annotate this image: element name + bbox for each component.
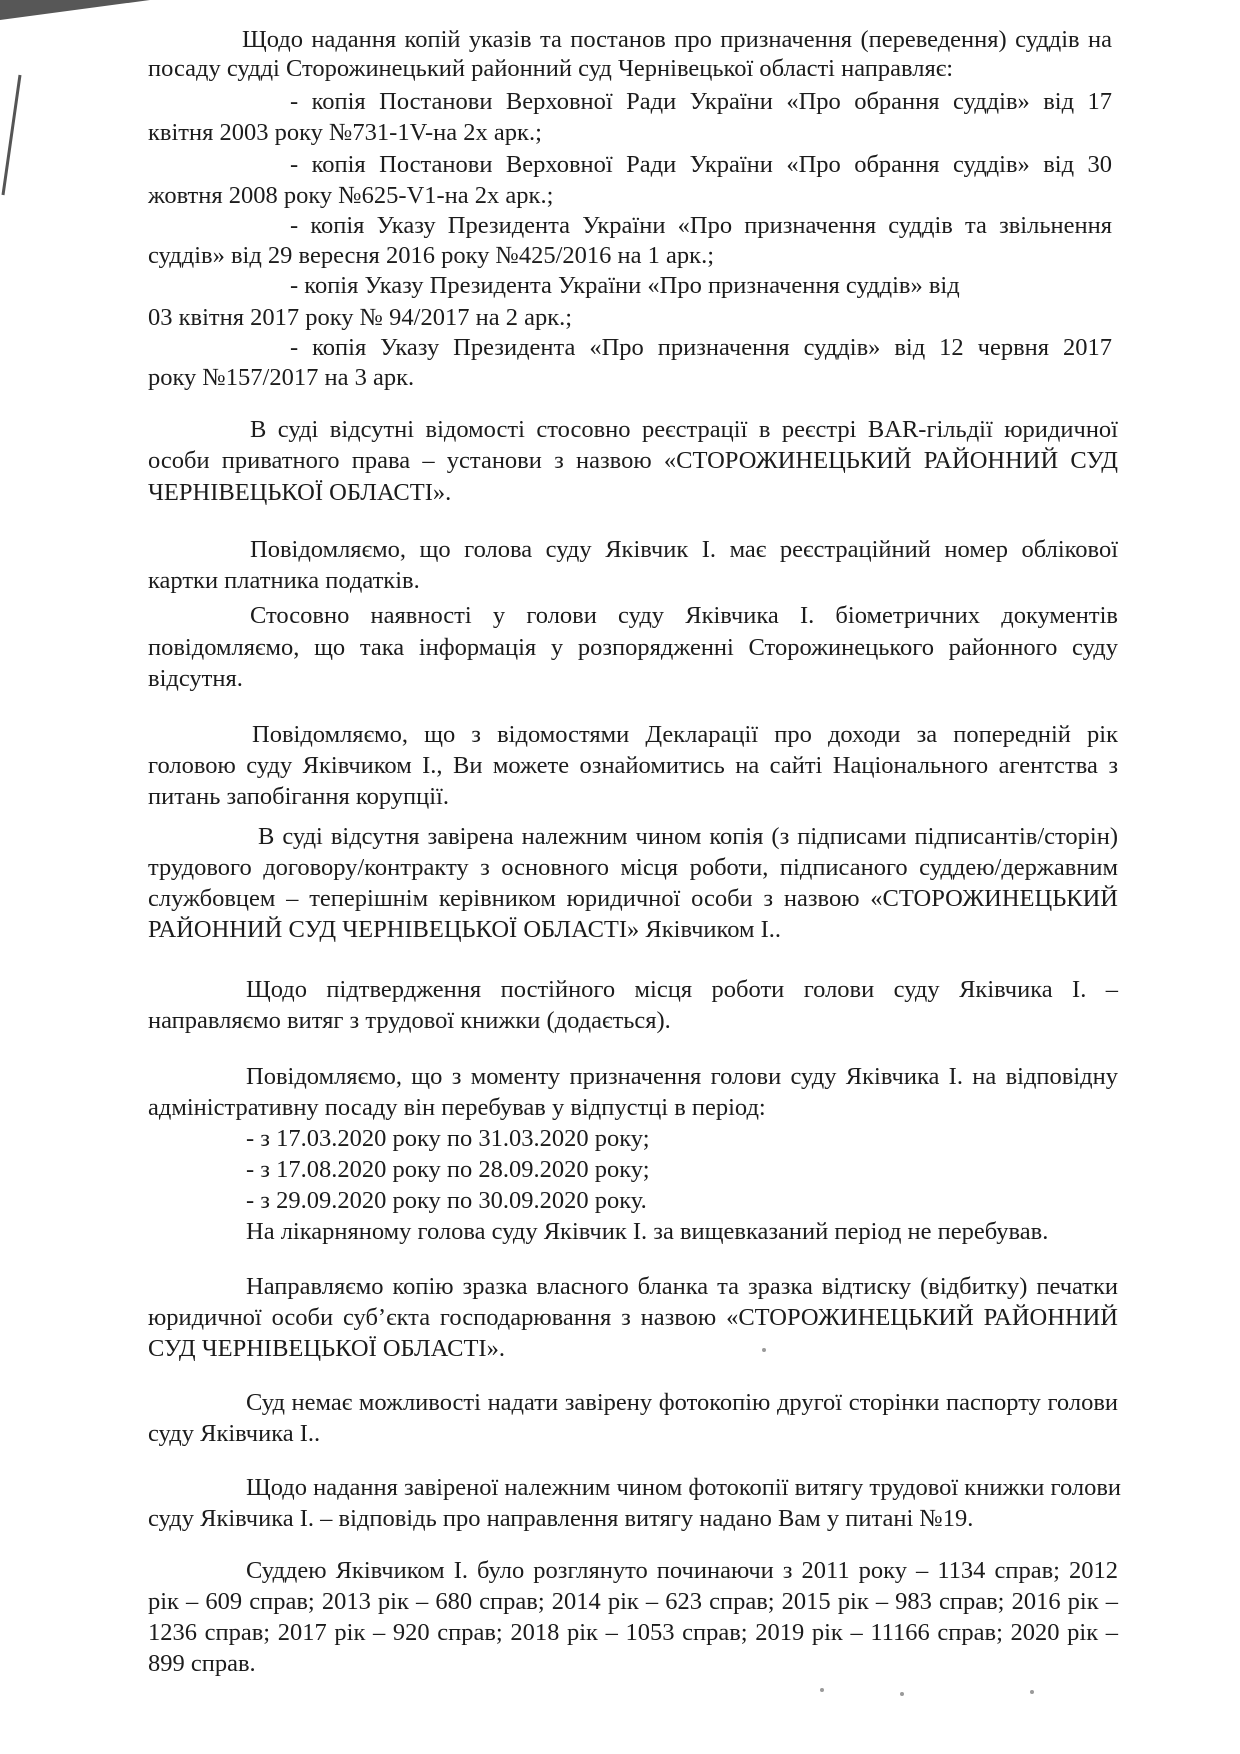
text-line: юридичної особи суб’єкта господарювання з назвою «СТОРОЖИНЕЦЬКИЙ РАЙОННИЙ bbox=[148, 1304, 1118, 1331]
list-item: - копія Указу Президента України «Про призначення суддів» від bbox=[290, 272, 960, 299]
scan-edge-mark bbox=[0, 0, 150, 200]
text-line: РАЙОННИЙ СУД ЧЕРНІВЕЦЬКОЇ ОБЛАСТІ» Яківчиком І.. bbox=[148, 916, 782, 943]
text-line: В суді відсутня завірена належним чином копія (з підписами підписантів/сторін) bbox=[258, 823, 1118, 850]
text-line: адміністративну посаду він перебував у відпустці в період: bbox=[148, 1094, 766, 1121]
text-line: повідомляємо, що така інформація у розпорядженні Сторожинецького районного суду bbox=[148, 634, 1118, 661]
text-line: головою суду Яківчиком І., Ви можете ознайомитись на сайті Національного агентства з bbox=[148, 752, 1118, 779]
list-item: - копія Указу Президента «Про призначення суддів» від 12 червня 2017 bbox=[290, 334, 1112, 361]
text-line: 1236 справ; 2017 рік – 920 справ; 2018 рік – 1053 справ; 2019 рік – 11166 справ; 2020 рік – bbox=[148, 1619, 1118, 1646]
text-line: суду Яківчика І. – відповідь про направлення витягу надано Вам у питані №19. bbox=[148, 1505, 974, 1532]
list-item: - копія Постанови Верховної Ради України «Про обрання суддів» від 17 bbox=[290, 88, 1112, 115]
text-line: питань запобігання корупції. bbox=[148, 783, 449, 810]
text-line: суддів» від 29 вересня 2016 року №425/2016 на 1 арк.; bbox=[148, 242, 715, 269]
text-line: Суд немає можливості надати завірену фотокопію другої сторінки паспорту голови bbox=[246, 1389, 1118, 1416]
text-line: СУД ЧЕРНІВЕЦЬКОЇ ОБЛАСТІ». bbox=[148, 1335, 505, 1362]
list-item: - копія Постанови Верховної Ради України «Про обрання суддів» від 30 bbox=[290, 151, 1112, 178]
text-line: року №157/2017 на 3 арк. bbox=[148, 364, 415, 391]
text-line: Щодо надання завіреної належним чином фотокопії витягу трудової книжки голови bbox=[246, 1474, 1122, 1501]
text-line: Стосовно наявності у голови суду Яківчика І. біометричних документів bbox=[250, 602, 1118, 629]
scan-speck bbox=[900, 1692, 904, 1696]
list-item: - з 29.09.2020 року по 30.09.2020 року. bbox=[246, 1187, 647, 1214]
text-line: особи приватного права – установи з назвою «СТОРОЖИНЕЦЬКИЙ РАЙОННИЙ СУД bbox=[148, 447, 1118, 474]
text-line: Щодо надання копій указів та постанов про призначення (переведення) суддів на bbox=[242, 26, 1112, 53]
text-line: квітня 2003 року №731-1V-на 2х арк.; bbox=[148, 119, 542, 146]
list-item: - копія Указу Президента України «Про призначення суддів та звільнення bbox=[290, 212, 1112, 239]
scan-speck bbox=[820, 1688, 824, 1692]
text-line: жовтня 2008 року №625-V1-на 2х арк.; bbox=[148, 182, 554, 209]
list-item: - з 17.08.2020 року по 28.09.2020 року; bbox=[246, 1156, 650, 1183]
list-item: - з 17.03.2020 року по 31.03.2020 року; bbox=[246, 1125, 650, 1152]
text-line: 899 справ. bbox=[148, 1650, 256, 1677]
scan-speck bbox=[762, 1348, 766, 1352]
text-line: картки платника податків. bbox=[148, 567, 420, 594]
text-line: Повідомляємо, що з моменту призначення голови суду Яківчика І. на відповідну bbox=[246, 1063, 1118, 1090]
text-line: рік – 609 справ; 2013 рік – 680 справ; 2014 рік – 623 справ; 2015 рік – 983 справ; 2016 рік – bbox=[148, 1588, 1118, 1615]
text-line: В суді відсутні відомості стосовно реєстрації в реєстрі BAR-гільдії юридичної bbox=[250, 416, 1118, 443]
text-line: суду Яківчика І.. bbox=[148, 1420, 321, 1447]
text-line: Щодо підтвердження постійного місця роботи голови суду Яківчика І. – bbox=[246, 976, 1118, 1003]
text-line: посаду судді Сторожинецький районний суд Чернівецької області направляє: bbox=[148, 55, 954, 82]
text-line: На лікарняному голова суду Яківчик І. за вищевказаний період не перебував. bbox=[246, 1218, 1049, 1245]
text-line: Повідомляємо, що з відомостями Декларації про доходи за попередній рік bbox=[252, 721, 1118, 748]
text-line: 03 квітня 2017 року № 94/2017 на 2 арк.; bbox=[148, 304, 573, 331]
scan-speck bbox=[1030, 1690, 1034, 1694]
text-line: Направляємо копію зразка власного бланка та зразка відтиску (відбитку) печатки bbox=[246, 1273, 1118, 1300]
text-line: Повідомляємо, що голова суду Яківчик І. має реєстраційний номер облікової bbox=[250, 536, 1118, 563]
text-line: службовцем – теперішнім керівником юридичної особи з назвою «СТОРОЖИНЕЦЬКИЙ bbox=[148, 885, 1118, 912]
text-line: Суддею Яківчиком І. було розглянуто починаючи з 2011 року – 1134 справ; 2012 bbox=[246, 1557, 1118, 1584]
text-line: ЧЕРНІВЕЦЬКОЇ ОБЛАСТІ». bbox=[148, 479, 452, 506]
text-line: направляємо витяг з трудової книжки (додається). bbox=[148, 1007, 671, 1034]
text-line: трудового договору/контракту з основного місця роботи, підписаного суддею/державним bbox=[148, 854, 1118, 881]
text-line: відсутня. bbox=[148, 665, 243, 692]
